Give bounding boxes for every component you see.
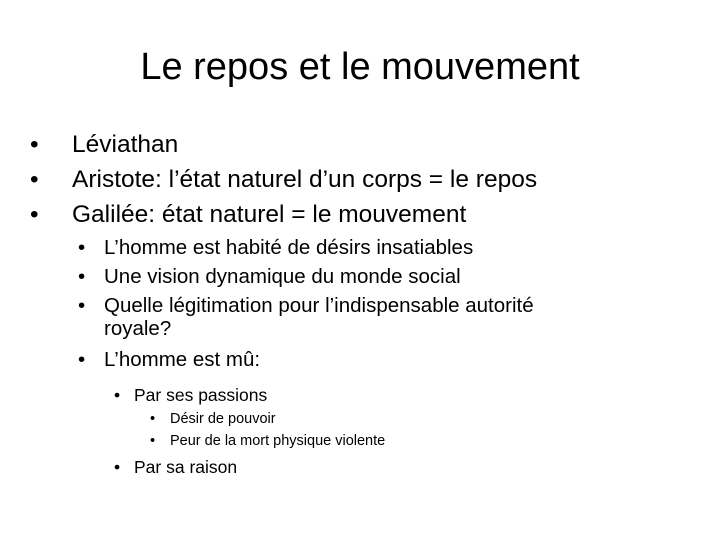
bullet-text: Par ses passions bbox=[134, 385, 268, 405]
bullet-text-continuation: royale? bbox=[104, 317, 172, 340]
bullet-text: Par sa raison bbox=[134, 457, 238, 477]
bullet-text: Peur de la mort physique violente bbox=[170, 433, 386, 449]
bullet-text: L’homme est habité de désirs insatiables bbox=[104, 236, 474, 259]
bullet-marker: • bbox=[114, 457, 121, 477]
bullet-marker: • bbox=[78, 265, 86, 288]
bullet-marker: • bbox=[150, 411, 156, 427]
bullet-marker: • bbox=[114, 385, 121, 405]
bullet-text: Léviathan bbox=[72, 131, 179, 158]
bullet-marker: • bbox=[78, 348, 86, 371]
bullet-marker: • bbox=[30, 131, 39, 158]
bullet-marker: • bbox=[30, 166, 39, 193]
slide-title: Le repos et le mouvement bbox=[140, 46, 580, 88]
bullet-text: Galilée: état naturel = le mouvement bbox=[72, 201, 467, 228]
bullet-text: L’homme est mû: bbox=[104, 348, 261, 371]
bullet-marker: • bbox=[30, 201, 39, 228]
bullet-text: Quelle légitimation pour l’indispensable autorité bbox=[104, 294, 534, 317]
bullet-text: Une vision dynamique du monde social bbox=[104, 265, 461, 288]
bullet-marker: • bbox=[78, 294, 86, 317]
bullet-marker: • bbox=[78, 236, 86, 259]
bullet-text: Aristote: l’état naturel d’un corps = le repos bbox=[72, 166, 538, 193]
bullet-marker: • bbox=[150, 433, 156, 449]
bullet-text: Désir de pouvoir bbox=[170, 411, 276, 427]
